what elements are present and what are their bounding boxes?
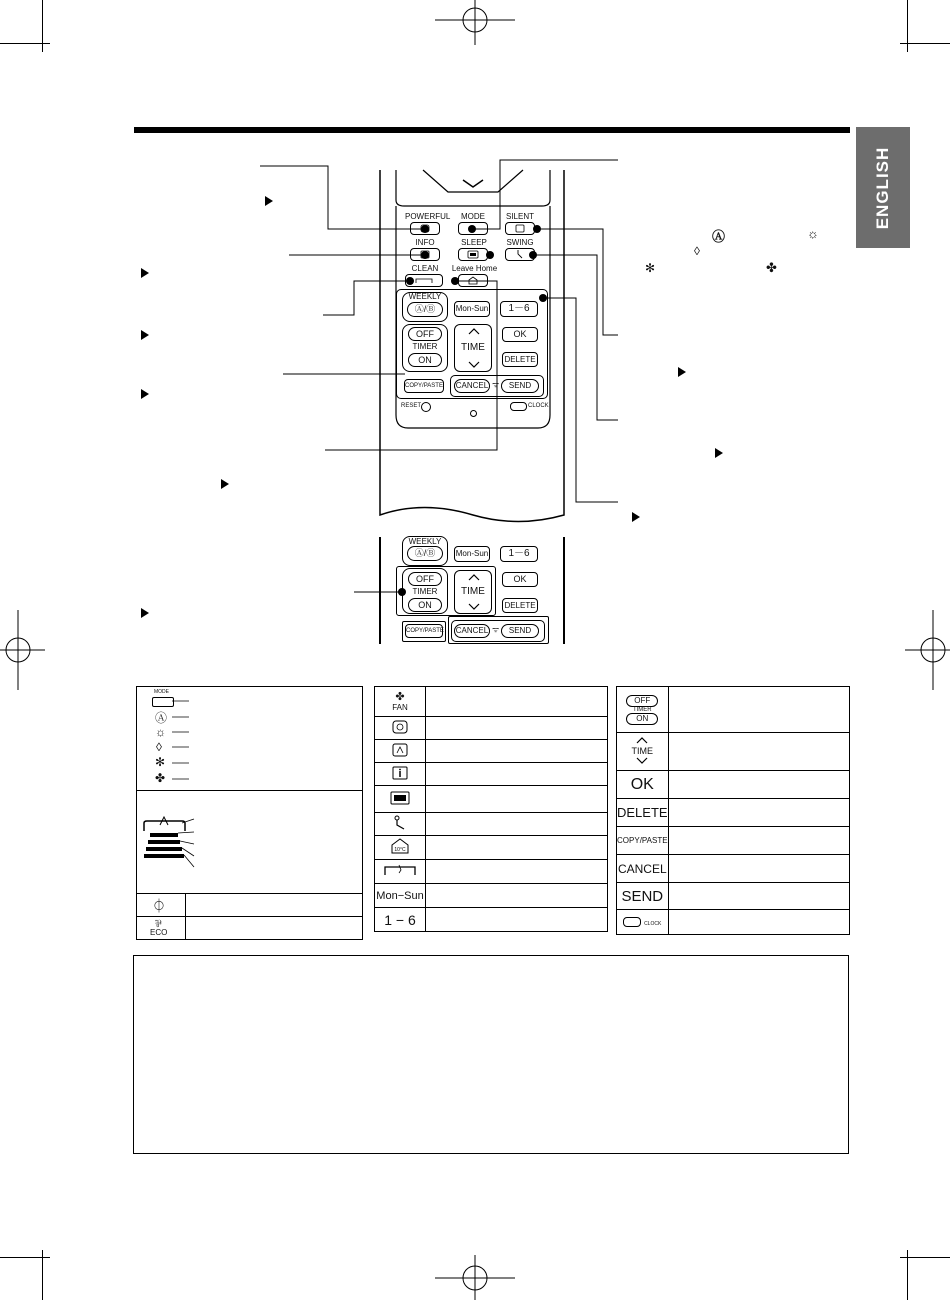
legend-desc — [426, 884, 608, 908]
timer-on-button[interactable]: ON — [408, 353, 442, 367]
timer-off-legend: OFF — [626, 695, 658, 707]
legend-table-timer — [616, 686, 850, 935]
cancel-button[interactable]: CANCEL — [454, 379, 490, 393]
copy-paste-button-b[interactable]: COPY/PASTE — [405, 624, 443, 638]
time-legend-icon-cell — [617, 733, 669, 771]
mode-legend-cell — [137, 687, 363, 791]
silent-icon — [375, 740, 426, 763]
eco-label: ECO — [150, 928, 168, 937]
timer-legend-icon-cell — [617, 687, 669, 733]
arrow-marker — [265, 196, 273, 206]
leave-home-icon — [375, 836, 426, 860]
send-button-b[interactable]: SEND — [501, 624, 539, 638]
time-label: TIME — [461, 342, 485, 353]
reset-label: RESET — [401, 403, 422, 409]
info-label: INFO — [415, 238, 435, 247]
fan-speed-icon — [142, 811, 212, 886]
clock-legend-cell — [617, 910, 669, 935]
fan-speed-legend-cell — [137, 791, 363, 894]
weekly-ab-button[interactable]: Ⓐ/Ⓑ — [407, 302, 443, 317]
weekly-label: WEEKLY — [408, 292, 442, 301]
legend-desc — [426, 763, 608, 786]
arrow-marker — [221, 479, 229, 489]
sleep-icon — [375, 786, 426, 813]
auto-icon: Ⓐ — [155, 711, 168, 725]
swing-icon — [375, 813, 426, 836]
eco-legend-cell — [137, 917, 363, 940]
legend-desc — [426, 908, 608, 932]
legend-desc — [426, 860, 608, 884]
arrow-marker — [141, 330, 149, 340]
legend-desc — [668, 855, 849, 883]
powerful-icon — [375, 717, 426, 740]
timer-on-legend: ON — [626, 713, 658, 725]
timer-label-legend: TIMER — [632, 706, 652, 713]
swing-label: SWING — [506, 238, 534, 247]
info-icon — [375, 763, 426, 786]
ok-button-b[interactable]: OK — [502, 572, 538, 587]
arrow-marker — [141, 389, 149, 399]
mon-sun-button-b[interactable]: Mon-Sun — [454, 546, 490, 562]
language-label: ENGLISH — [873, 146, 892, 229]
fan-legend-icon-cell — [375, 687, 426, 717]
mode-label: MODE — [461, 212, 485, 221]
weekly-ab-button-b[interactable]: Ⓐ/Ⓑ — [407, 546, 443, 561]
timer-label: TIMER — [412, 342, 438, 351]
time-label-b: TIME — [461, 586, 485, 597]
one-six-button-b[interactable]: 1－6 — [500, 546, 538, 562]
one-six-legend: 1 − 6 — [375, 908, 426, 932]
power-legend-cell — [137, 894, 363, 917]
sun-icon: ☼ — [155, 725, 166, 739]
legend-desc — [668, 687, 849, 733]
delete-legend: DELETE — [617, 799, 669, 827]
legend-desc — [668, 771, 849, 799]
clock-label: CLOCK — [528, 403, 549, 409]
ok-button[interactable]: OK — [502, 327, 538, 342]
timer-label-b: TIMER — [412, 587, 438, 596]
mon-sun-legend: Mon−Sun — [375, 884, 426, 908]
drop-icon: ◊ — [694, 244, 700, 258]
delete-button[interactable]: DELETE — [502, 352, 538, 367]
leave-home-label: Leave Home — [451, 264, 498, 273]
mode-mini-button — [152, 697, 174, 707]
copy-paste-button[interactable]: COPY/PASTE — [404, 379, 444, 393]
fan-icon: ✤ — [766, 260, 777, 275]
legend-desc — [668, 733, 849, 771]
power-icon: ⏀ — [152, 898, 166, 914]
arrow-marker — [141, 268, 149, 278]
down-arrow-icon — [636, 757, 648, 764]
legend-table-mode — [136, 686, 363, 940]
mode-mini-label: MODE — [154, 689, 169, 695]
time-button-b[interactable] — [454, 570, 492, 614]
legend-desc — [426, 717, 608, 740]
fan-icon: ✤ — [155, 771, 166, 785]
down-arrow-icon — [468, 603, 480, 610]
legend-desc — [668, 883, 849, 910]
silent-label: SILENT — [505, 212, 534, 221]
drop-icon: ◊ — [156, 740, 162, 754]
cancel-button-b[interactable]: CANCEL — [454, 624, 490, 638]
clean-label: CLEAN — [411, 264, 439, 273]
fan-icon: ✤ — [395, 690, 405, 703]
wireless-icon: ᯤ — [492, 625, 500, 634]
one-six-button[interactable]: 1－6 — [500, 301, 538, 317]
ok-legend: OK — [617, 771, 669, 799]
legend-desc — [668, 910, 849, 935]
fan-label: FAN — [392, 702, 408, 712]
timer-off-button[interactable]: OFF — [408, 327, 442, 341]
eco-icon: ⅌ — [155, 919, 162, 930]
legend-desc — [668, 827, 849, 855]
sleep-label: SLEEP — [461, 238, 487, 247]
legend-desc — [426, 836, 608, 860]
legend-table-functions — [374, 686, 608, 932]
timer-on-button-b[interactable]: ON — [408, 598, 442, 612]
legend-desc — [668, 799, 849, 827]
copy-paste-legend: COPY/PASTE — [617, 827, 669, 855]
legend-desc — [426, 740, 608, 763]
arrow-marker — [141, 608, 149, 618]
send-legend: SEND — [617, 883, 669, 910]
powerful-label: POWERFUL — [405, 212, 451, 221]
weekly-label-b: WEEKLY — [408, 537, 442, 546]
registration-mark-bottom — [435, 1250, 515, 1300]
snowflake-icon: ✻ — [155, 755, 166, 769]
clock-button-icon — [623, 917, 641, 927]
time-label-legend: TIME — [631, 746, 654, 756]
clean-icon — [375, 860, 426, 884]
arrow-marker — [715, 448, 723, 458]
legend-desc — [426, 813, 608, 836]
legend-desc — [426, 687, 608, 717]
delete-button-b[interactable]: DELETE — [502, 598, 538, 613]
up-arrow-icon — [468, 574, 480, 581]
legend-desc — [426, 786, 608, 813]
mon-sun-button[interactable]: Mon-Sun — [454, 301, 490, 317]
send-button[interactable]: SEND — [501, 379, 539, 393]
notes-box — [133, 955, 849, 1154]
clock-label-legend: CLOCK — [644, 920, 662, 927]
cancel-legend: CANCEL — [617, 855, 669, 883]
auto-icon: Ⓐ — [712, 229, 726, 244]
svg-text:10°C: 10°C — [394, 847, 406, 853]
up-arrow-icon — [636, 737, 648, 744]
sun-icon: ☼ — [807, 226, 819, 241]
snowflake-icon: ✻ — [645, 261, 656, 275]
arrow-marker — [678, 367, 686, 377]
arrow-marker — [632, 512, 640, 522]
wireless-icon: ᯤ — [492, 380, 500, 389]
timer-off-button-b[interactable]: OFF — [408, 572, 442, 586]
